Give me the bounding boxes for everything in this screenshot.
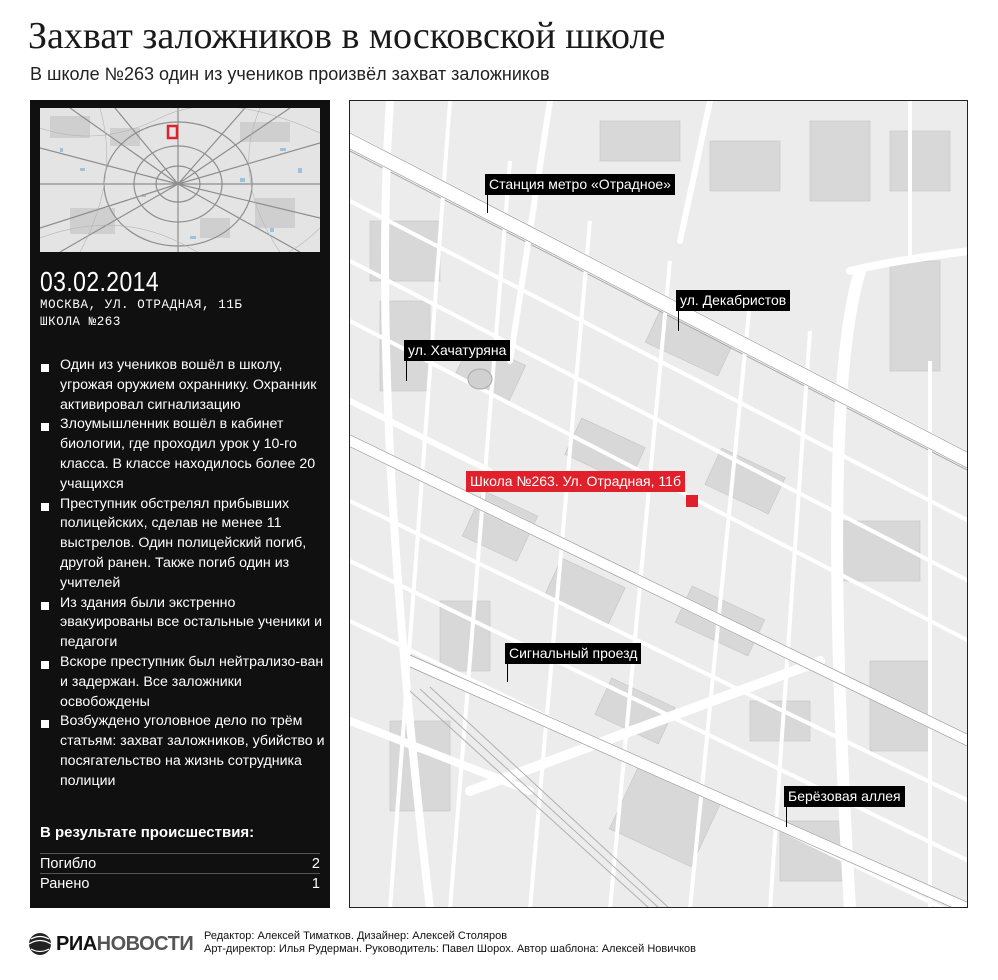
school-marker: [686, 495, 698, 507]
logo-text: [56, 933, 193, 956]
divider: [40, 853, 320, 854]
facts-list: [40, 356, 326, 792]
ria-logo[interactable]: [28, 932, 196, 956]
map-label-signalny: Сигнальный проезд: [505, 643, 641, 664]
stat-row-injured: [40, 876, 320, 892]
fact-item: Из здания были экстренно эвакуированы все остальные ученики и педагоги: [40, 594, 326, 653]
logo-part-ria: РИА: [56, 933, 97, 955]
address-line: МОСКВА, УЛ. ОТРАДНАЯ, 11Б: [40, 298, 243, 312]
incident-date: 03.02.2014: [40, 266, 160, 297]
school-line: ШКОЛА №263: [40, 315, 122, 329]
map-label-berezovaya: Берёзовая аллея: [784, 786, 905, 807]
label-pointer: [507, 662, 508, 682]
label-pointer: [406, 359, 407, 381]
divider: [40, 873, 320, 874]
page-title: Захват заложников в московской школе: [28, 15, 666, 57]
fact-item: Преступник обстрелял прибывших полицейских, сделав не менее 11 выстрелов. Один полицейский погиб, другой ранен. Также погиб один из учителей: [40, 495, 326, 594]
page-subtitle: В школе №263 один из учеников произвёл захват заложников: [30, 64, 550, 84]
incident-address: [40, 297, 243, 331]
stat-value: 2: [311, 856, 320, 872]
stat-row-killed: [40, 856, 320, 872]
fact-item: Вскоре преступник был нейтрализо-ван и задержан. Все заложники освобождены: [40, 653, 326, 712]
stat-value: 1: [311, 876, 320, 892]
credits-line: Редактор: Алексей Тиматков. Дизайнер: Алексей Столяров: [204, 930, 508, 942]
map-label-khachaturyana: ул. Хачатуряна: [404, 340, 510, 361]
stadium-icon: [468, 369, 492, 389]
fact-item: Возбуждено уголовное дело по трём статьям: захват заложников, убийство и посягательство на жизнь сотрудника полиции: [40, 712, 326, 791]
logo-part-novosti: НОВОСТИ: [96, 933, 194, 955]
fact-item: Злоумышленник вошёл в кабинет биологии, где проходил урок у 10-го класса. В классе находилось более 20 учащихся: [40, 415, 326, 494]
info-panel: [30, 100, 330, 908]
label-pointer: [487, 193, 488, 213]
map-label-metro: Станция метро «Отрадное»: [485, 174, 675, 195]
street-map[interactable]: [349, 100, 968, 908]
overview-minimap: [40, 108, 320, 252]
label-pointer: [678, 309, 679, 331]
stat-label: Погибло: [40, 856, 97, 872]
credits-line: Арт-директор: Илья Рудерман. Руководитель: Павел Шорох. Автор шаблона: Алексей Новичков: [204, 943, 697, 955]
map-label-dekabristov: ул. Декабристов: [676, 290, 790, 311]
map-label-school: Школа №263. Ул. Отрадная, 11б: [466, 471, 685, 492]
fact-item: Один из учеников вошёл в школу, угрожая оружием охраннику. Охранник активировал сигнализацию: [40, 356, 326, 415]
stat-label: Ранено: [40, 876, 90, 892]
credits: [204, 930, 696, 956]
globe-icon: [28, 932, 54, 956]
results-title: В результате происшествия:: [40, 824, 255, 841]
label-pointer: [786, 805, 787, 827]
